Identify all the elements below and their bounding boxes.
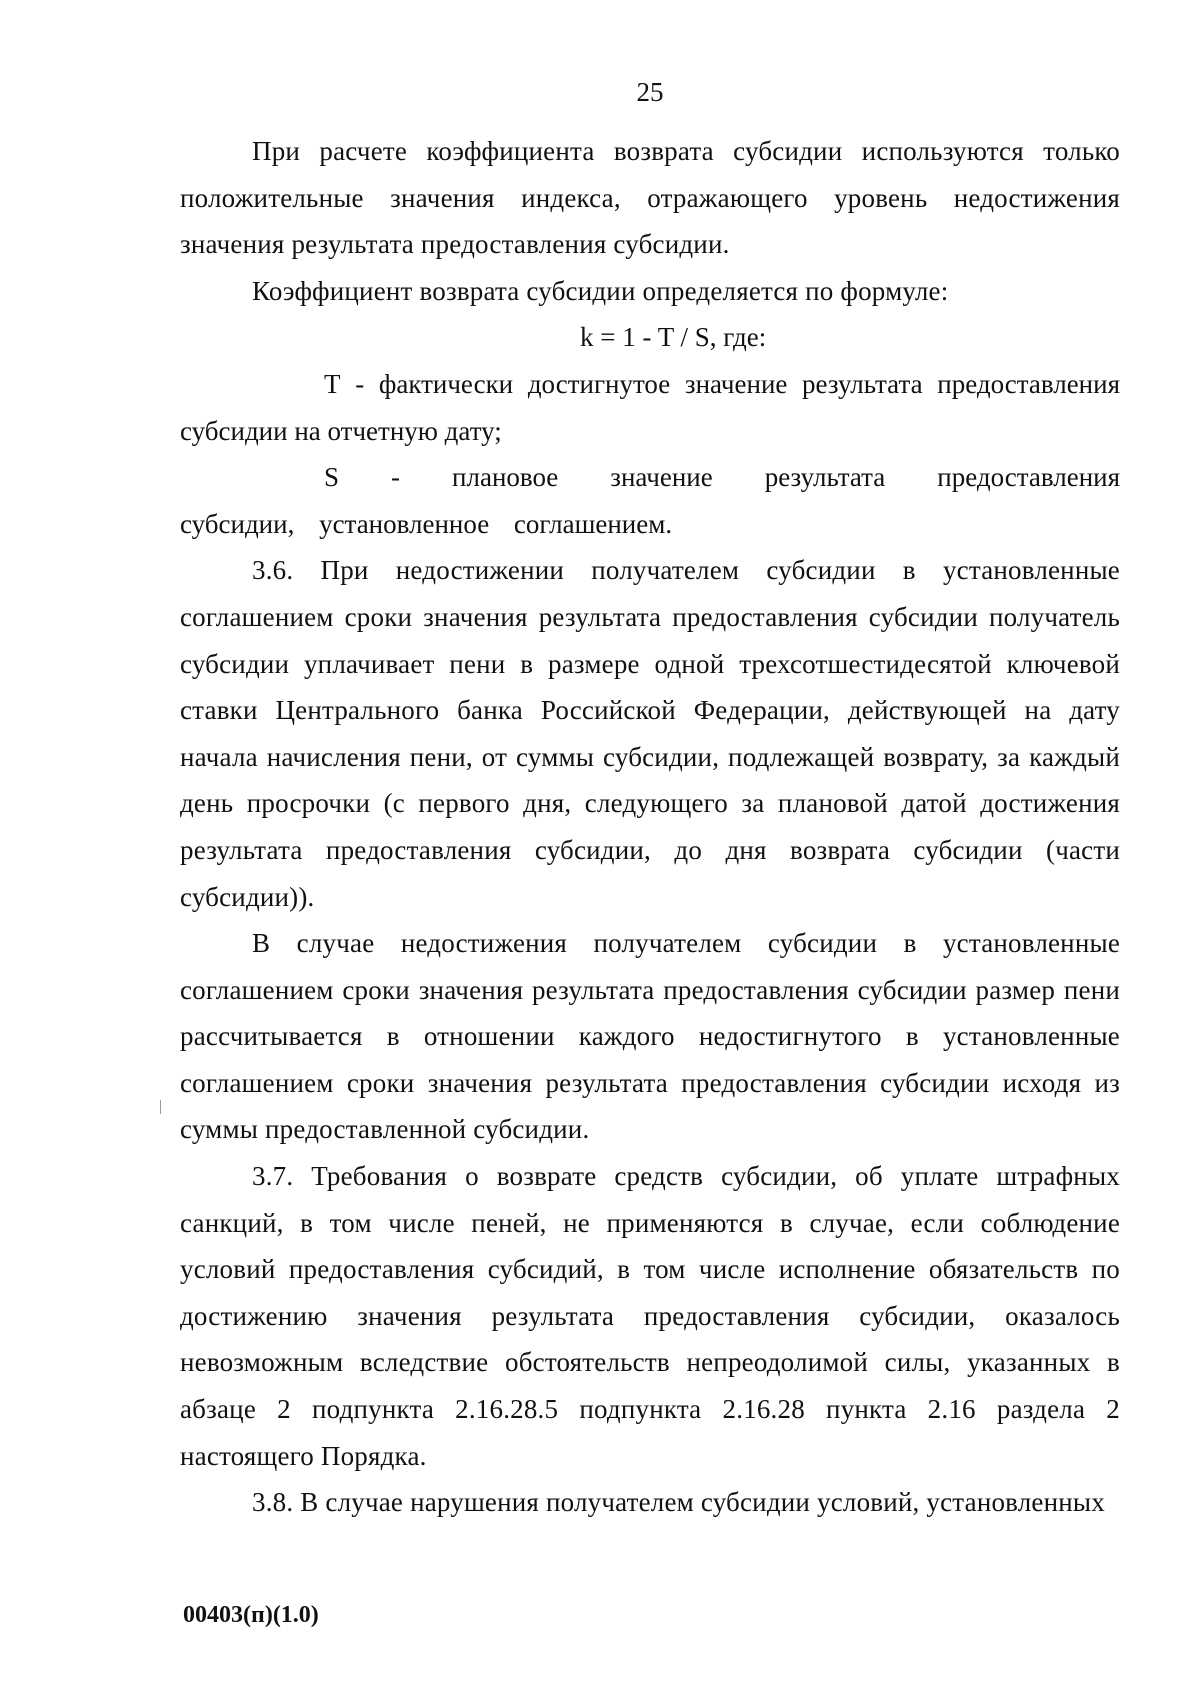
paragraph-3-8: 3.8. В случае нарушения получателем субсидии условий, установленных	[252, 1487, 1105, 1518]
definition-s-term: S	[324, 462, 340, 493]
definition-t-term: T	[324, 368, 341, 399]
paragraph-formula-intro: Коэффициент возврата субсидии определяется по формуле:	[252, 275, 949, 306]
definition-t	[180, 361, 1120, 454]
page-number: 25	[636, 77, 664, 107]
scan-margin-mark	[160, 1100, 161, 1114]
paragraph-coefficient-note: При расчете коэффициента возврата субсидии используются только положительные значения индекса, отражающего уровень недостижения значения результата предоставления субсидии.	[180, 136, 1120, 260]
definition-s-text: - плановое значение результата предоставления субсидии, установленное соглашением.	[180, 462, 1121, 539]
paragraph-3-7: 3.7. Требования о возврате средств субсидии, об уплате штрафных санкций, в том числе пеней, не применяются в случае, если соблюдение условий предоставления субсидий, в том числе исполнение обязательств по достижению значения результата предоставления субсидии, оказалось невозможным вследствие обстоятельств непреодолимой силы, указанных в абзаце 2 подпункта 2.16.28.5 подпункта 2.16.28 пункта 2.16 раздела 2 настоящего Порядка.	[180, 1161, 1120, 1471]
paragraph-3-6-penalty: В случае недостижения получателем субсидии в установленные соглашением сроки значения результата предоставления субсидии размер пени рассчитывается в отношении каждого недостигнутого в установленные соглашением сроки значения результата предоставления субсидии исходя из суммы предоставленной субсидии.	[180, 928, 1120, 1145]
formula: k = 1 - T / S, где:	[580, 322, 767, 353]
paragraph-3-6: 3.6. При недостижении получателем субсидии в установленные соглашением сроки значения результата предоставления субсидии получатель субсидии уплачивает пени в размере одной трехсотшестидесятой ключевой ставки Центрального банка Российской Федерации, действующей на дату начала начисления пени, от суммы субсидии, подлежащей возврату, за каждый день просрочки (с первого дня, следующего за плановой датой достижения результата предоставления субсидии, до дня возврата субсидии (части субсидии)).	[180, 555, 1120, 912]
document-code: 00403(п)(1.0)	[183, 1602, 319, 1628]
definition-t-text: - фактически достигнутое значение результата предоставления субсидии на отчетную дату;	[180, 368, 1120, 446]
definition-s	[180, 454, 1120, 547]
document-body	[180, 128, 1120, 1526]
